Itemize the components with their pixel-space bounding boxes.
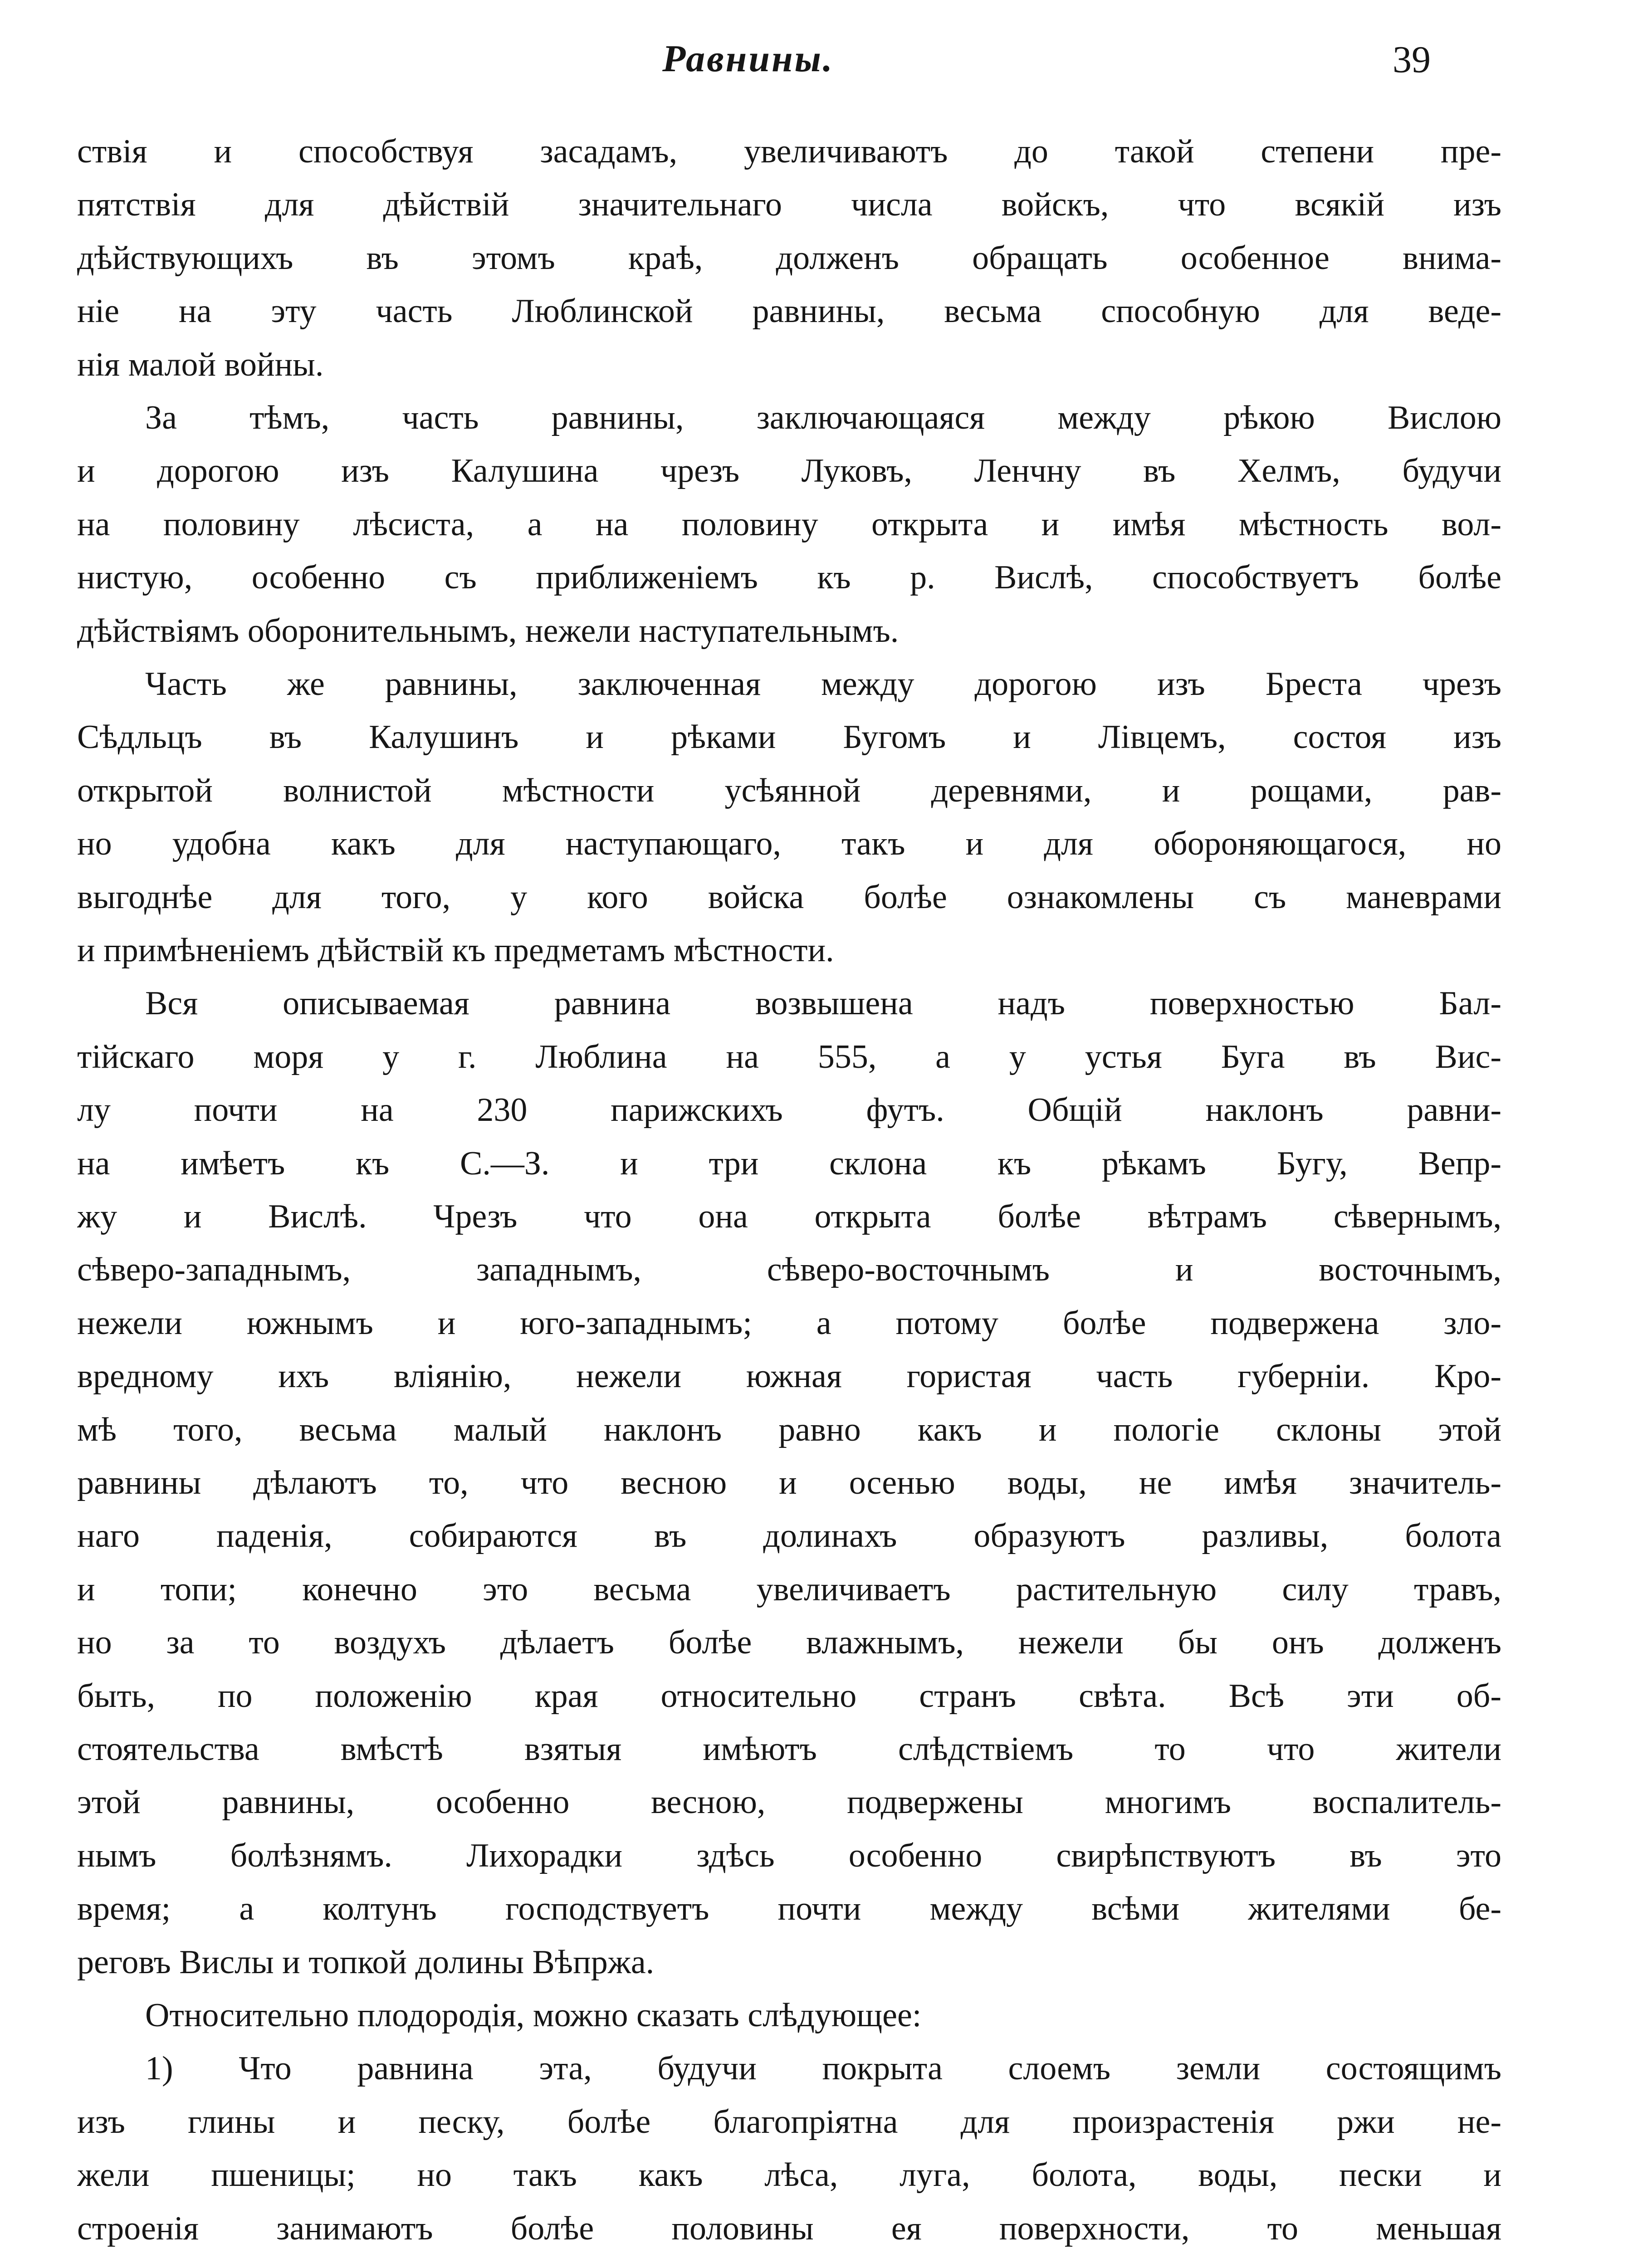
text-line: ствія и способствуя засадамъ, увеличиваютъ до такой степени пре-	[77, 133, 1501, 170]
text-line: время; а колтунъ господствуетъ почти между всѣми жителями бе-	[77, 1890, 1501, 1927]
text-line: и примѣненіемъ дѣйствій къ предметамъ мѣстности.	[77, 932, 834, 969]
text-line: лу почти на 230 парижскихъ футъ. Общій наклонъ равни-	[77, 1091, 1501, 1129]
text-line: и топи; конечно это весьма увеличиваетъ растительную силу травъ,	[77, 1571, 1501, 1608]
text-line: выгоднѣе для того, у кого войска болѣе ознакомлены съ маневрами	[77, 879, 1501, 916]
text-line: вредному ихъ вліянію, нежели южная гористая часть губерніи. Кро-	[77, 1358, 1501, 1395]
text-line: наго паденія, собираются въ долинахъ образуютъ разливы, болота	[77, 1517, 1501, 1554]
text-line: дѣйствіямъ оборонительнымъ, нежели наступательнымъ.	[77, 612, 899, 650]
text-line: но за то воздухъ дѣлаетъ болѣе влажнымъ, нежели бы онъ долженъ	[77, 1624, 1501, 1661]
text-line: строенія занимаютъ болѣе половины ея поверхности, то меньшая	[77, 2210, 1501, 2247]
text-line: мѣ того, весьма малый наклонъ равно какъ и пологіе склоны этой	[77, 1411, 1501, 1448]
text-line: сѣверо-западнымъ, западнымъ, сѣверо-восточнымъ и восточнымъ,	[77, 1251, 1501, 1288]
text-line: 1) Что равнина эта, будучи покрыта слоемъ земли состоящимъ	[145, 2050, 1501, 2087]
text-line: изъ глины и песку, болѣе благопріятна для произрастенія ржи не-	[77, 2103, 1501, 2141]
text-line: нистую, особенно съ приближеніемъ къ р. Вислѣ, способствуетъ болѣе	[77, 559, 1501, 596]
text-line: Вся описываемая равнина возвышена надъ поверхностью Бал-	[145, 985, 1501, 1022]
text-line: но удобна какъ для наступающаго, такъ и для обороняющагося, но	[77, 825, 1501, 862]
page-number: 39	[1393, 39, 1431, 81]
text-line: на имѣетъ къ С.—З. и три склона къ рѣкамъ Бугу, Вепр-	[77, 1145, 1501, 1182]
text-line: пятствія для дѣйствій значительнаго числа войскъ, что всякій изъ	[77, 186, 1501, 223]
text-line: этой равнины, особенно весною, подвержены многимъ воспалитель-	[77, 1784, 1501, 1821]
text-line: жели пшеницы; но такъ какъ лѣса, луга, болота, воды, пески и	[77, 2156, 1501, 2194]
text-line: жу и Вислѣ. Чрезъ что она открыта болѣе вѣтрамъ сѣвернымъ,	[77, 1198, 1501, 1235]
text-line: дѣйствующихъ въ этомъ краѣ, долженъ обращать особенное внима-	[77, 240, 1501, 277]
text-line: открытой волнистой мѣстности усѣянной деревнями, и рощами, рав-	[77, 772, 1501, 809]
text-line: ніе на эту часть Люблинской равнины, весьма способную для веде-	[77, 293, 1501, 330]
text-line: нымъ болѣзнямъ. Лихорадки здѣсь особенно свирѣпствуютъ въ это	[77, 1837, 1501, 1874]
text-line: равнины дѣлаютъ то, что весною и осенью воды, не имѣя значитель-	[77, 1464, 1501, 1501]
text-line: реговъ Вислы и топкой долины Вѣпржа.	[77, 1944, 655, 1981]
text-line: тійскаго моря у г. Люблина на 555, а у устья Буга въ Вис-	[77, 1038, 1501, 1075]
text-line: нія малой войны.	[77, 346, 324, 383]
text-line: За тѣмъ, часть равнины, заключающаяся между рѣкою Вислою	[145, 399, 1501, 436]
text-line: Относительно плодородія, можно сказать слѣдующее:	[145, 1997, 922, 2034]
running-head-title: Равнины.	[662, 38, 834, 80]
text-line: на половину лѣсиста, а на половину открыта и имѣя мѣстность вол-	[77, 506, 1501, 543]
text-line: Часть же равнины, заключенная между дорогою изъ Бреста чрезъ	[145, 665, 1501, 703]
text-line: стоятельства вмѣстѣ взятыя имѣютъ слѣдствіемъ то что жители	[77, 1730, 1501, 1768]
text-line: нежели южнымъ и юго-западнымъ; а потому болѣе подвержена зло-	[77, 1305, 1501, 1342]
text-line: Сѣдльцъ въ Калушинъ и рѣками Бугомъ и Лівцемъ, состоя изъ	[77, 719, 1501, 756]
text-line: быть, по положенію края относительно странъ свѣта. Всѣ эти об-	[77, 1677, 1501, 1715]
text-line: и дорогою изъ Калушина чрезъ Луковъ, Ленчну въ Хелмъ, будучи	[77, 452, 1501, 489]
